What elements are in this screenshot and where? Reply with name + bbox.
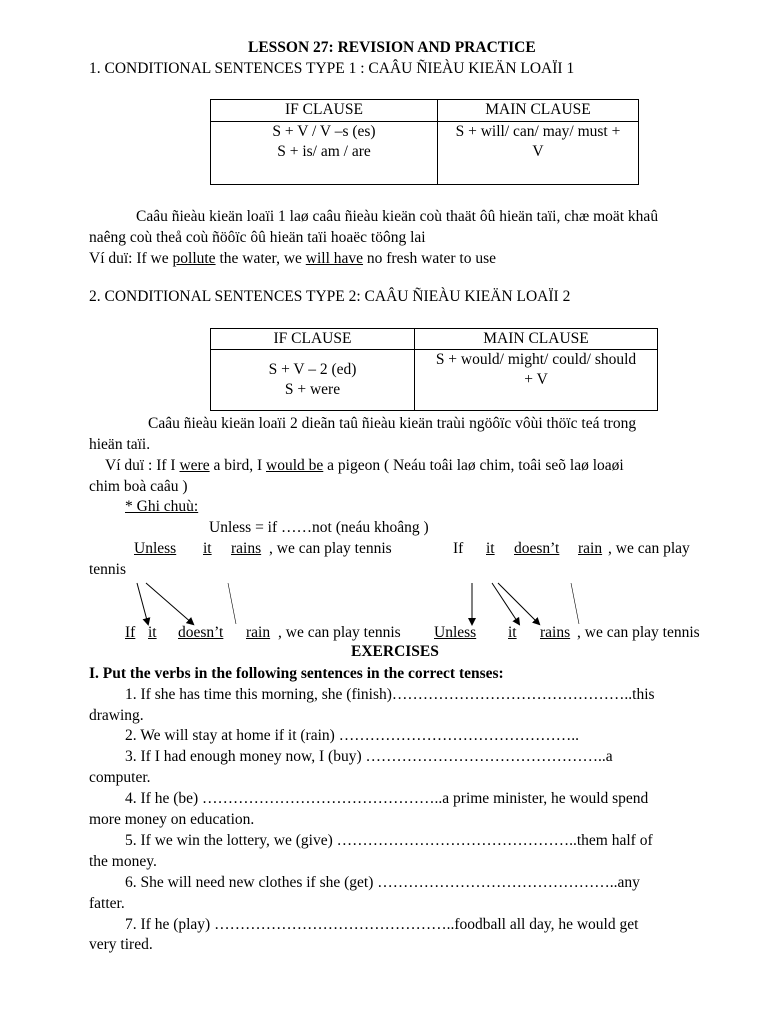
exercise-part-title: I. Put the verbs in the following sentences in the correct tenses:: [89, 665, 504, 682]
row1-wrap: tennis: [89, 561, 127, 578]
row1-if: If: [453, 540, 464, 557]
arrow: [571, 583, 579, 624]
type2-main-header: MAIN CLAUSE: [415, 329, 658, 350]
row2-it-2: it: [508, 624, 517, 641]
type2-desc-line: Caâu ñieàu kieän loaïi 2 dieãn taû ñieàu kieän traùi ngöôïc vôùi thöïc teá trong: [148, 415, 637, 432]
type1-example: Ví duï: If we pollute the water, we will have no fresh water to use: [89, 250, 497, 267]
exercise-item: 5. If we win the lottery, we (give) ………………………………………..them half of: [125, 832, 653, 849]
exercise-item: 1. If she has time this morning, she (finish)………………………………………..this: [125, 686, 655, 703]
type1-if-line: S + is/ am / are: [277, 143, 371, 160]
row2-if: If: [125, 624, 136, 641]
exercise-item-cont: more money on education.: [89, 811, 255, 828]
row1-rains: rains: [231, 540, 262, 557]
exercise-item: 6. She will need new clothes if she (get) ………………………………………..any: [125, 874, 640, 891]
type2-if-header: IF CLAUSE: [211, 329, 415, 350]
exercise-item: 7. If he (play) ………………………………………..foodball all day, he would get: [125, 916, 639, 933]
exercise-item-cont: drawing.: [89, 707, 144, 724]
section2-heading: 2. CONDITIONAL SENTENCES TYPE 2: CAÂU ÑIEÀU KIEÄN LOAÏI 2: [89, 288, 571, 305]
type1-desc-line: naêng coù theå coù ñöôïc ôû hieän taïi hoaëc töông lai: [89, 229, 426, 246]
type2-if-line: S + were: [284, 381, 341, 398]
note-label: * Ghi chuù:: [125, 498, 199, 515]
type2-table: [210, 328, 658, 411]
type2-if-cell: [211, 350, 415, 411]
arrow: [492, 583, 519, 624]
row2-unless: Unless: [434, 624, 477, 641]
exercise-item-cont: fatter.: [89, 895, 125, 912]
arrow: [228, 583, 236, 624]
type1-main-line: V: [532, 143, 544, 160]
type2-example: Ví duï : If I were a bird, I would be a pigeon ( Neáu toâi laø chim, toâi seõ laø loaøi: [105, 457, 624, 474]
note-formula: Unless = if ……not (neáu khoâng ): [209, 519, 429, 536]
row2-rest-2: , we can play tennis: [577, 624, 700, 641]
type2-main-line: S + would/ might/ could/ should: [435, 351, 637, 368]
type1-table: [210, 99, 639, 185]
exercise-item-cont: the money.: [89, 853, 157, 870]
arrow: [137, 583, 148, 624]
row1-rest-2: , we can play: [608, 540, 690, 557]
type1-main-line: S + will/ can/ may/ must +: [455, 123, 621, 140]
type2-example-line2: chim boà caâu ): [89, 478, 188, 495]
arrow: [146, 583, 193, 624]
exercise-item: 3. If I had enough money now, I (buy) ………………………………………..a: [125, 748, 613, 765]
row2-rain: rain: [246, 624, 271, 641]
type2-main-line: + V: [524, 371, 548, 388]
row2-it: it: [148, 624, 157, 641]
row1-it-2: it: [486, 540, 495, 557]
row1-rain: rain: [578, 540, 603, 557]
type1-desc-line: Caâu ñieàu kieän loaïi 1 laø caâu ñieàu kieän coù thaät ôû hieän taïi, chæ moät khaû: [136, 208, 659, 225]
row1-it: it: [203, 540, 212, 557]
row2-doesnt: doesn’t: [178, 624, 224, 641]
exercise-item: 2. We will stay at home if it (rain) ………………………………………..: [125, 727, 579, 744]
type2-main-cell: [415, 350, 658, 411]
exercise-item: 4. If he (be) ………………………………………..a prime minister, he would spend: [125, 790, 649, 807]
type1-if-header: IF CLAUSE: [211, 100, 438, 122]
exercise-item-cont: computer.: [89, 769, 151, 786]
type2-if-line: S + V – 2 (ed): [268, 361, 357, 378]
type1-main-header: MAIN CLAUSE: [438, 100, 639, 122]
exercise-item-cont: very tired.: [89, 936, 153, 953]
row1-unless: Unless: [134, 540, 177, 557]
row1-doesnt: doesn’t: [514, 540, 560, 557]
type1-if-cell: [211, 122, 438, 185]
exercises-heading: EXERCISES: [351, 643, 439, 660]
type1-if-line: S + V / V –s (es): [272, 123, 376, 140]
arrow: [498, 583, 539, 624]
row1-rest: , we can play tennis: [269, 540, 392, 557]
type1-main-cell: [438, 122, 639, 185]
type2-desc-line: hieän taïi.: [89, 436, 151, 453]
row2-rest: , we can play tennis: [278, 624, 401, 641]
row2-rains: rains: [540, 624, 571, 641]
section1-heading: 1. CONDITIONAL SENTENCES TYPE 1 : CAÂU ÑIEÀU KIEÄN LOAÏI 1: [89, 60, 575, 77]
page-title: LESSON 27: REVISION AND PRACTICE: [248, 39, 536, 56]
